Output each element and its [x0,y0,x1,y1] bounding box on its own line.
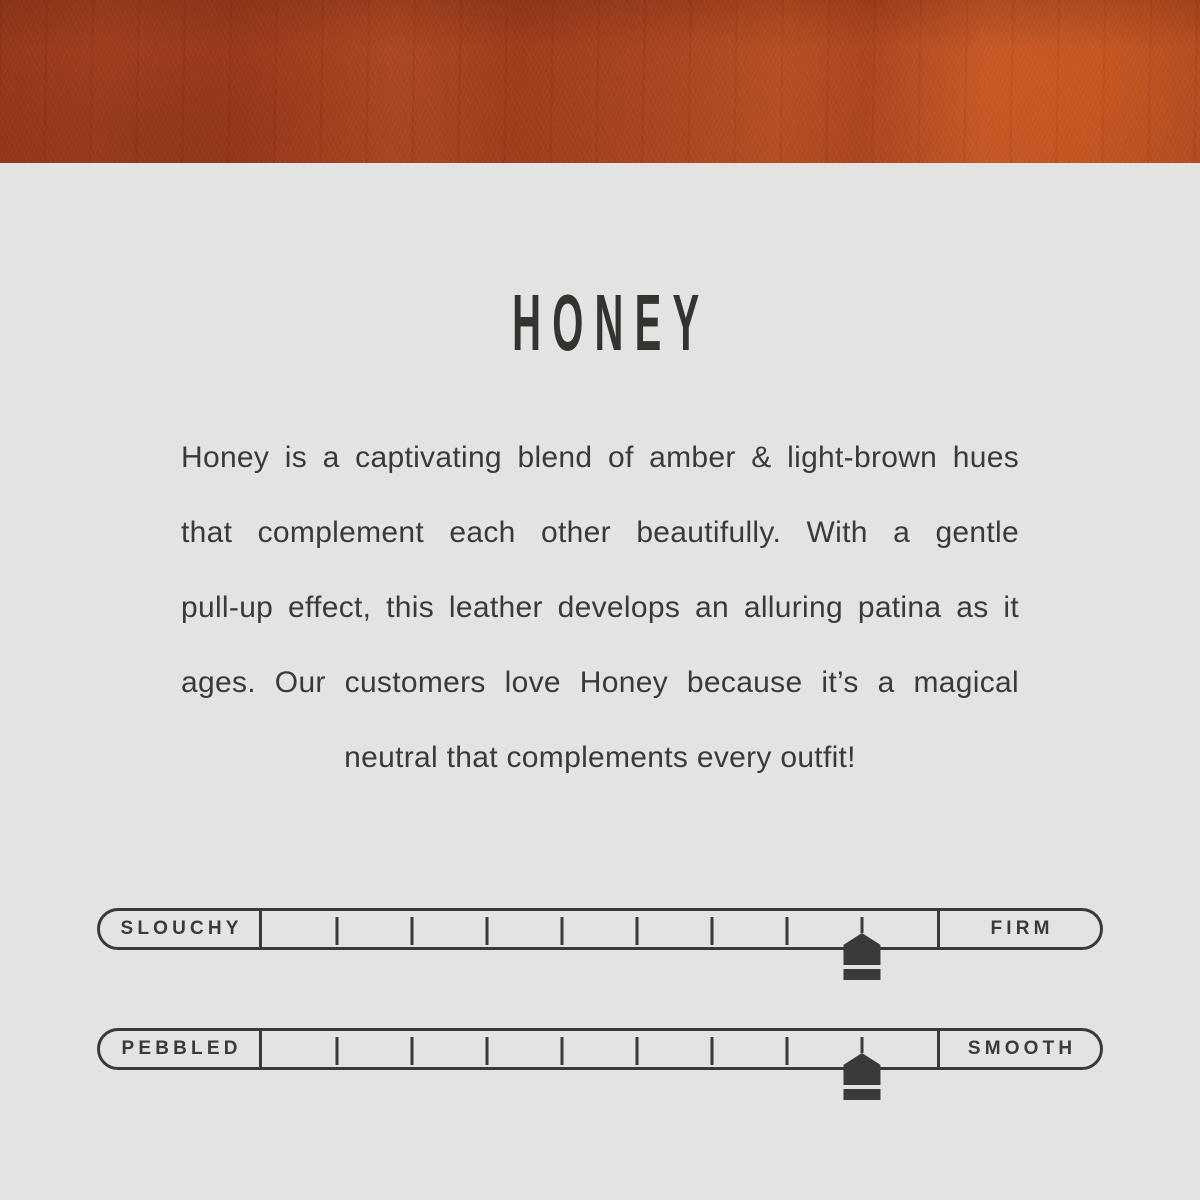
scale-tick [410,1037,413,1065]
leather-texture-banner [0,0,1200,163]
scale-label-pebbled: PEBBLED [100,1031,262,1067]
color-title-row [0,278,1200,367]
marker-head-icon [843,933,880,965]
description-line: pull-up effect, this leather develops an alluring patina as it [181,591,1019,624]
color-description [181,420,1019,795]
scale-tick [486,917,489,945]
marker-stem [860,1037,863,1053]
scale-label-firm: FIRM [937,911,1100,947]
description-line: Honey is a captivating blend of amber & light-brown hues [181,441,1019,474]
scale-tick [636,917,639,945]
scale-tick [410,917,413,945]
texture-scale [97,1028,1103,1070]
scale-tick [560,917,563,945]
description-line: ages. Our customers love Honey because it’s a magical [181,666,1019,699]
scale-label-smooth: SMOOTH [937,1031,1100,1067]
description-line: that complement each other beautifully. With a gentle [181,516,1019,549]
firmness-marker [843,917,880,980]
marker-base [843,969,880,980]
description-line: neutral that complements every outfit! [344,741,856,774]
firmness-scale-track [262,911,937,947]
scale-tick [636,1037,639,1065]
scale-label-slouchy: SLOUCHY [100,911,262,947]
scale-tick [786,917,789,945]
scale-tick [335,1037,338,1065]
scale-tick [711,917,714,945]
marker-stem [860,917,863,933]
marker-base [843,1089,880,1100]
marker-head-icon [843,1053,880,1085]
scale-tick [560,1037,563,1065]
texture-marker [843,1037,880,1100]
scale-tick [486,1037,489,1065]
color-name-title: HONEY [512,278,711,367]
texture-scale-track [262,1031,937,1067]
scale-tick [335,917,338,945]
scale-tick [711,1037,714,1065]
scale-tick [786,1037,789,1065]
firmness-scale [97,908,1103,950]
